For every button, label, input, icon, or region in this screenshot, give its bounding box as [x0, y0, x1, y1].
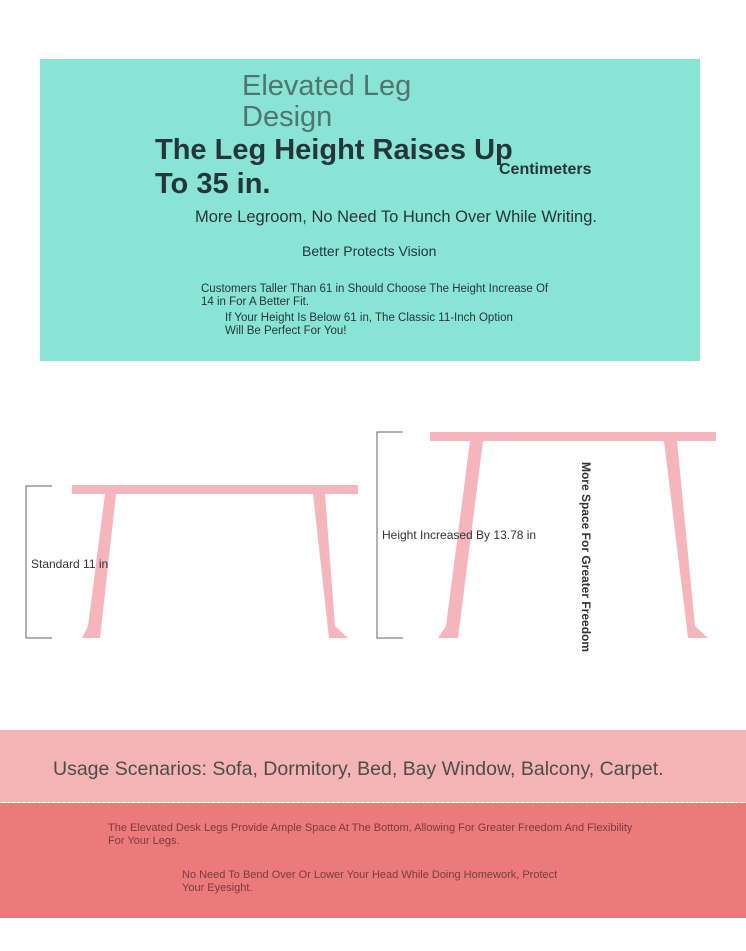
standard-height-label: Standard 11 in [31, 557, 109, 571]
usage-note-legs: The Elevated Desk Legs Provide Ample Space At The Bottom, Allowing For Greater Freedom And Flexibility For Your Legs. [108, 822, 633, 847]
usage-title: Usage Scenarios: Sofa, Dormitory, Bed, Bay Window, Balcony, Carpet. [53, 758, 664, 780]
usage-note-eyesight: No Need To Bend Over Or Lower Your Head While Doing Homework, Protect Your Eyesight. [182, 869, 558, 894]
usage-banner [0, 730, 746, 802]
usage-notes-panel [0, 803, 746, 918]
raised-table-right-leg [664, 441, 708, 638]
hero-tall-note: Customers Taller Than 61 in Should Choose The Height Increase Of 14 in For A Better Fit. [201, 283, 549, 308]
table-illustrations [0, 400, 746, 680]
hero-vision-text: Better Protects Vision [302, 243, 437, 259]
standard-table-top [72, 485, 358, 494]
hero-legroom-text: More Legroom, No Need To Hunch Over While Writing. [195, 208, 597, 226]
raised-table-top [430, 432, 716, 441]
standard-table-right-leg [313, 494, 348, 638]
hero-panel [40, 59, 700, 361]
standard-table-illustration [72, 485, 358, 638]
hero-short-note: If Your Height Is Below 61 in, The Classic 11-Inch Option Will Be Perfect For You! [225, 312, 513, 337]
hero-kicker: Elevated Leg Design [242, 70, 412, 133]
freedom-vertical-label: More Space For Greater Freedom [579, 461, 593, 653]
table-height-diagram [0, 400, 746, 680]
hero-headline: The Leg Height Raises Up To 35 in. [155, 134, 513, 200]
increased-height-label: Height Increased By 13.78 in [382, 528, 537, 542]
hero-unit-label: Centimeters [499, 161, 592, 178]
